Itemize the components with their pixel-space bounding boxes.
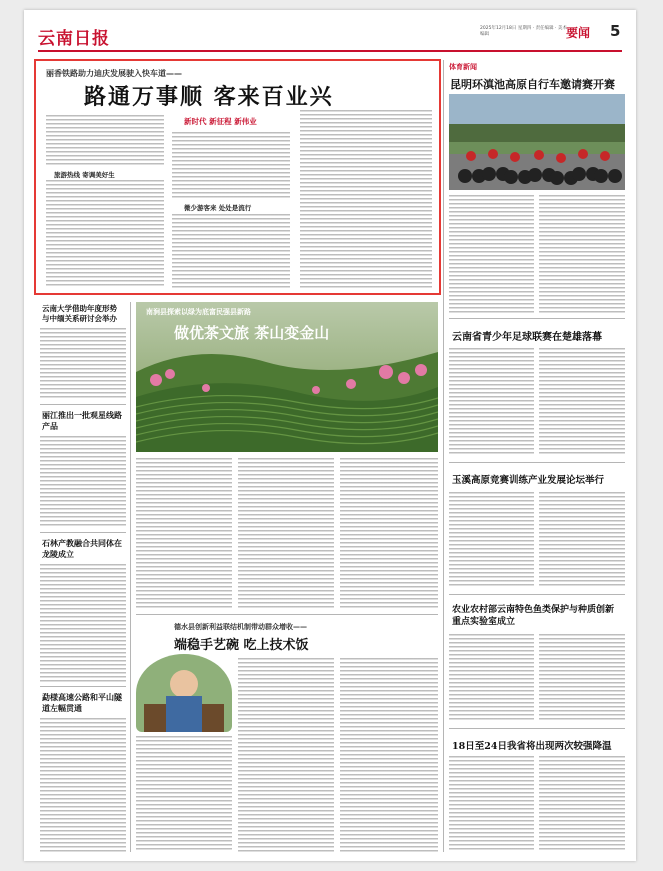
bottom-kicker: 德水县创新利益联结机制带动群众增收—— <box>174 623 307 631</box>
football-body-a <box>449 348 534 456</box>
divider <box>136 614 438 615</box>
lab-headline: 农业农村部云南特色鱼类保护与种质创新重点实验室成立 <box>452 605 615 627</box>
divider <box>449 318 625 319</box>
tea-body-a <box>136 458 232 608</box>
sports-section-label: 体育新闻 <box>449 63 477 71</box>
weather-headline: 18日至24日我省将出现两次较强降温 <box>452 741 612 752</box>
left-story-3-body <box>40 564 126 682</box>
weather-body-a <box>449 756 534 852</box>
masthead <box>38 20 622 52</box>
lead-body-col1b <box>46 180 164 288</box>
bottom-headline: 端稳手艺碗 吃上技术饭 <box>174 638 309 653</box>
divider <box>449 462 625 463</box>
section-tag: 要闻 <box>566 26 591 40</box>
left-story-4-body <box>40 718 126 852</box>
left-story-4-headline: 勐様高速公路和平山隧道左幅贯通 <box>42 692 122 713</box>
bottom-body-a <box>136 736 232 852</box>
left-story-2-headline: 丽江推出一批观星线路产品 <box>42 410 122 431</box>
newspaper-page <box>24 10 636 861</box>
column-divider <box>130 302 131 852</box>
craft-illustration <box>136 654 232 732</box>
newspaper-logo: 云南日报 <box>38 29 110 49</box>
lead-body-col2b <box>172 214 290 288</box>
left-story-3-headline: 石林产教融合共同体在龙陵成立 <box>42 538 122 559</box>
cycling-illustration <box>449 94 625 190</box>
tea-body-b <box>238 458 334 608</box>
forum-body-a <box>449 492 534 588</box>
lead-kicker: 丽香铁路助力迪庆发展驶入快车道—— <box>46 69 182 78</box>
weather-body-b <box>539 756 625 852</box>
craft-photo <box>136 654 232 732</box>
divider <box>40 404 126 405</box>
left-story-1-body <box>40 328 126 400</box>
dateline: 2025年12月18日 星期四 · 责任编辑 · 美术编辑 <box>480 26 567 37</box>
left-story-2-body <box>40 436 126 528</box>
football-headline: 云南省青少年足球联赛在楚雄落幕 <box>452 332 602 343</box>
divider <box>449 728 625 729</box>
lead-subhead-3: 微少游客来 处处是流行 <box>184 204 252 212</box>
divider <box>449 594 625 595</box>
lead-body-col3 <box>300 110 432 288</box>
lab-body-a <box>449 634 534 722</box>
left-story-1-headline: 云南大学借助年度形势与中缅关系研讨会举办 <box>42 304 117 323</box>
column-divider <box>443 60 444 852</box>
lead-subhead-2: 旅游热线 寄调美好生 <box>54 171 115 179</box>
forum-body-b <box>539 492 625 588</box>
cycling-body-b <box>539 195 625 313</box>
lead-body-col2a <box>172 132 290 200</box>
divider <box>40 686 126 687</box>
page-number: 5 <box>610 22 621 40</box>
tea-kicker: 南涧县探索以绿为底富民强县新路 <box>146 308 251 316</box>
divider <box>40 532 126 533</box>
lead-subhead-1: 新时代 新征程 新伟业 <box>184 117 257 126</box>
tea-body-c <box>340 458 438 608</box>
football-body-b <box>539 348 625 456</box>
bottom-body-c <box>340 658 438 852</box>
forum-headline: 玉溪高原竞赛训练产业发展论坛举行 <box>452 475 605 486</box>
bottom-body-b <box>238 658 334 852</box>
tea-headline: 做优茶文旅 茶山变金山 <box>174 324 330 342</box>
lab-body-b <box>539 634 625 722</box>
cycling-photo <box>449 94 625 190</box>
lead-body-col1a <box>46 115 164 167</box>
cycling-headline: 昆明环滇池高原自行车邀请赛开赛 <box>450 78 615 91</box>
lead-headline: 路通万事顺 客来百业兴 <box>84 84 334 110</box>
cycling-body-a <box>449 195 534 313</box>
